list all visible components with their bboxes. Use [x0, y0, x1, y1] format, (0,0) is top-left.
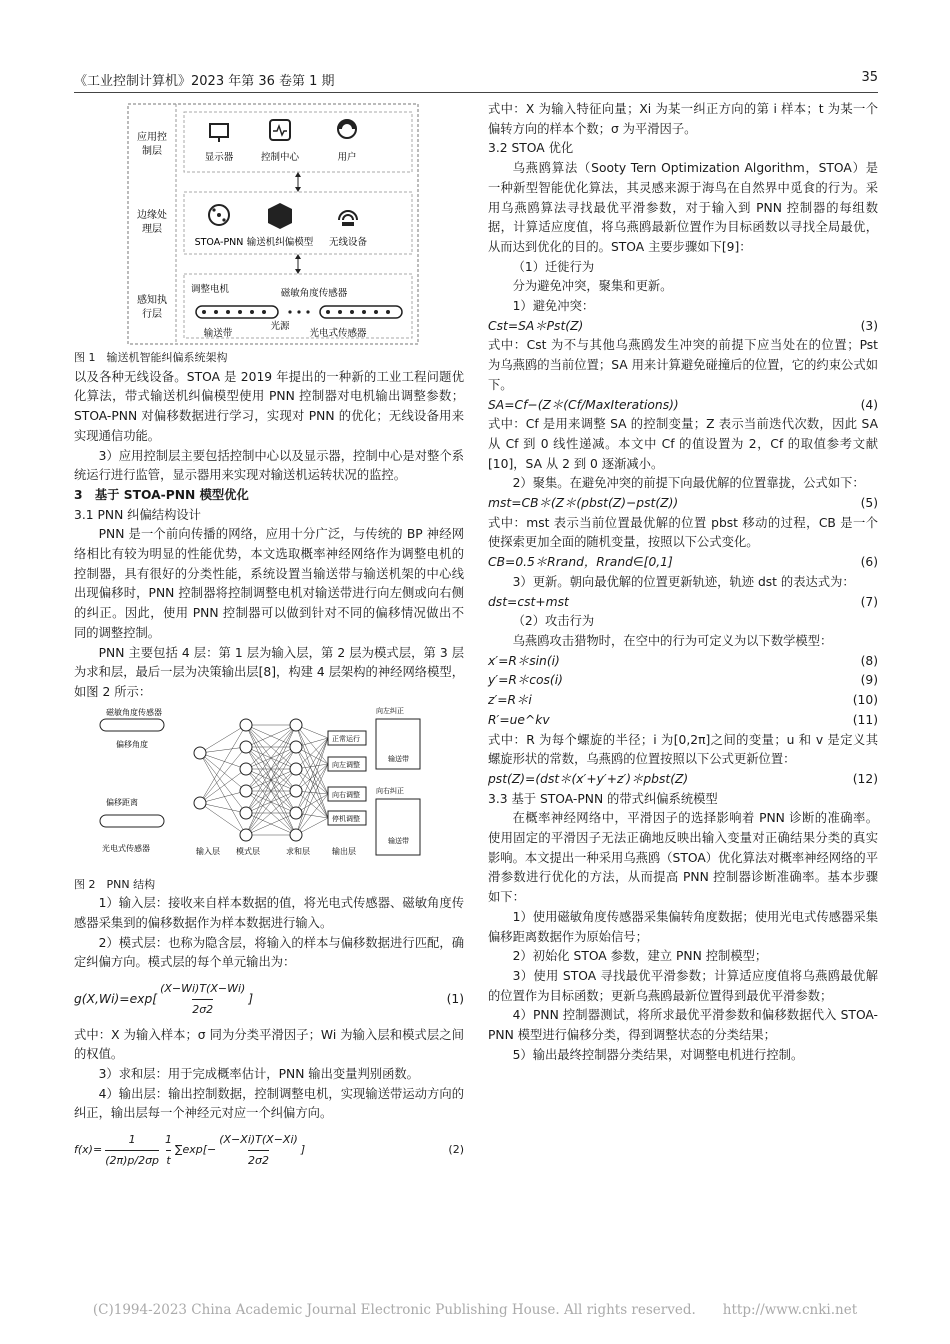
step: （1）迁徙行为 [512, 259, 595, 274]
paragraph: 式中：Cst 为不与其他乌燕鸥发生冲突的前提下应当处在的位置；Pst 为乌燕鸥的当前位置；SA 用来计算避免碰撞后的位置，它的约束公式如下。 [488, 338, 878, 392]
equation-1: g(X,Wi)=exp[ (X−Wi)T(X−Wi) 2σ2 ] (1) [74, 979, 464, 1019]
fig1-label-photo-sensor: 光电式传感器 [309, 328, 367, 339]
nn-connection [200, 747, 246, 753]
equation-3: Cst=SA＊Pst(Z) (3) [488, 318, 878, 333]
architecture-diagram [124, 100, 424, 348]
nn-node [240, 807, 252, 819]
fig1-label-monitor: 显示器 [204, 152, 234, 163]
fig1-label-control-center: 控制中心 [260, 152, 300, 163]
paragraph: 式中：X 为输入特征向量；Xi 为某一纠正方向的第 i 样本；t 为某一个偏转方向的样本个数；σ 为平滑因子。 [488, 102, 878, 136]
page-number: 35 [861, 70, 878, 85]
fig2-label-right-correct: 向右纠正 [376, 786, 404, 795]
pnn-structure-diagram [96, 703, 436, 875]
fig2-label-offset-angle: 偏移角度 [116, 739, 148, 749]
equation-9: y′=R＊cos(i) (9) [488, 673, 878, 688]
equation-11: R′=ue^kv (11) [488, 712, 878, 727]
paragraph: 2）模式层：也称为隐含层，将输入的样本与偏移数据进行匹配，确定纠偏方向。模式层的每个单元输出为： [74, 935, 464, 970]
nn-connection [200, 769, 246, 803]
nn-node [290, 763, 302, 775]
fig2-output-right: 向右调整 [332, 790, 360, 799]
fig1-label-light-source: 光源 [270, 321, 290, 332]
fig2-label-pattern-layer: 模式层 [236, 846, 260, 856]
step: （2）攻击行为 [512, 614, 595, 629]
nn-connection [200, 753, 246, 791]
paragraph: 4）输出层：输出控制数据，控制调整电机，实现输送带运动方向的纠正，输出层每一个神经元对应一个纠偏方向。 [74, 1086, 464, 1121]
paragraph: 式中：R 为每个螺旋的半径；i 为[0,2π]之间的变量；u 和 v 是定义其螺旋形状的常数，乌燕鸥的位置按照以下公式更新位置： [488, 732, 878, 767]
nn-node [240, 829, 252, 841]
right-column [488, 100, 878, 1065]
paragraph: PNN 是一个前向传播的网络，应用十分广泛，与传统的 BP 神经网络相比有较为明显的性能优势，本文选取概率神经网络作为调整电机的控制器，具有很好的分类性能，系统设置当输送带与输送机架的中心线出现偏移时，PNN 控制器将控制调整电机对输送带进行向左侧或向右侧的纠正。因此，使用 PNN 控制器可以做到针对不同的偏移情况做出不同的调整控制。 [74, 527, 464, 640]
paragraph: 1）输入层：接收来自样本数据的值，将光电式传感器、磁敏角度传感器采集到的偏移数据作为样本数据进行输入。 [74, 896, 464, 931]
equation-4: SA=Cf−(Z＊(Cf/MaxIterations)) (4) [488, 397, 878, 412]
nn-node [194, 747, 206, 759]
paragraph: 在概率神经网络中，平滑因子的选择影响着 PNN 诊断的准确率。使用固定的平滑因子无法正确地反映出输入变量对正确结果分类的真实影响。本文提出一种采用乌燕鸥（STOA）优化算法对概率神经网络的平滑参数进行优化的方法，从而提高 PNN 控制器诊断准确率。基本步骤如下： [488, 811, 878, 905]
list-item: 3）使用 STOA 寻找最优平滑参数；计算适应度值将乌燕鸥最优解的位置作为目标函数；更新乌燕鸥最新位置得到最优平滑参数； [488, 968, 878, 1003]
equation-2: f(x)= $\frac{1}{(2\pi)p/2\sigma p}$ 1 t ∑exp[− $\frac{(X-Xi)T(X-Xi)}{2\sigma 2}$ ] (2) [74, 1130, 464, 1170]
fig2-output-stop: 停机调整 [332, 814, 360, 823]
section-heading-3-2: 3.2 STOA 优化 [488, 141, 574, 156]
figure-1 [124, 100, 464, 348]
equation-12: pst(Z)=(dst＊(x′+y′+z′)＊pbst(Z) (12) [488, 771, 878, 786]
fig2-label-output-layer: 输出层 [332, 846, 356, 856]
copyright-footer: (C)1994-2023 China Academic Journal Electronic Publishing House. All rights reserved. http://www.cnki.net [92, 1302, 858, 1318]
fig1-label-wireless: 无线设备 [328, 237, 368, 248]
nn-node [240, 719, 252, 731]
left-column [74, 100, 464, 1177]
figure-2 [96, 703, 464, 875]
svg-text:理层: 理层 [142, 224, 162, 235]
fig2-label-input-layer: 输入层 [196, 846, 220, 856]
monitor-icon [210, 124, 228, 137]
nn-connection [296, 725, 328, 794]
nn-node [290, 829, 302, 841]
paragraph: 乌燕鸥攻击猎物时，在空中的行为可定义为以下数学模型： [512, 633, 833, 648]
fig1-label-motor: 调整电机 [190, 284, 230, 295]
nn-node [194, 797, 206, 809]
nn-connection [200, 725, 246, 753]
list-item: 4）PNN 控制器测试，将所求最优平滑参数和偏移数据代入 STOA-PNN 模型进行偏移分类，得到调整状态的分类结果； [488, 1008, 878, 1043]
equation-5: mst=CB＊(Z＊(pbst(Z)−pst(Z)) (5) [488, 496, 878, 511]
step: 分为避免冲突，聚集和更新。 [512, 279, 673, 294]
svg-text:制层: 制层 [142, 146, 162, 157]
layer-label-app: 应用控 [137, 132, 167, 143]
fig1-label-user: 用户 [337, 152, 357, 163]
list-item: 5）输出最终控制器分类结果，对调整电机进行控制。 [512, 1047, 804, 1062]
figure-2-caption: 图 2 PNN 结构 [74, 877, 156, 891]
equation-8: x′=R＊sin(i) (8) [488, 653, 878, 668]
svg-text:行层: 行层 [142, 309, 162, 320]
fig2-label-sum-layer: 求和层 [286, 846, 310, 856]
nn-connection [200, 791, 246, 803]
nn-connection [200, 725, 246, 803]
nn-node [240, 763, 252, 775]
paragraph: 式中：Cf 是用来调整 SA 的控制变量；Z 表示当前迭代次数，因此 SA 从 Cf 到 0 线性递减。本文中 Cf 的值设置为 2，Cf 的取值参考文献[10]，SA 从 2 到 0 逐渐减小。 [488, 417, 878, 471]
fig2-label-magnetic-sensor: 磁敏角度传感器 [106, 707, 162, 717]
nn-node [290, 807, 302, 819]
fig1-label-model: 输送机纠偏模型 [246, 237, 314, 248]
header-rule [74, 92, 878, 93]
paragraph: 2）聚集。在避免冲突的前提下向最优解的位置靠拢，公式如下： [512, 476, 865, 491]
nn-node [240, 785, 252, 797]
paragraph: 以及各种无线设备。STOA 是 2019 年提出的一种新的工业工程问题优化算法，带式输送机纠偏模型使用 PNN 控制器对电机输出调整参数；STOA-PNN 对偏移数据进行学习，实现对 PNN 的优化；无线设备用来实现通信功能。 [74, 369, 464, 443]
section-heading-3-3: 3.3 基于 STOA-PNN 的带式纠偏系统模型 [488, 791, 718, 806]
fig2-label-photo-sensor: 光电式传感器 [102, 843, 150, 853]
list-item: 2）初始化 STOA 参数，建立 PNN 控制模型； [512, 949, 768, 964]
paragraph: 3）应用控制层主要包括控制中心以及显示器，控制中心是对整个系统运行进行监管，显示器用来实现对输送机运转状况的监控。 [74, 448, 464, 483]
layer-label-sense: 感知执 [137, 295, 167, 306]
paragraph: 乌燕鸥算法（Sooty Tern Optimization Algorithm，STOA）是一种新型智能优化算法，其灵感来源于海鸟在自然界中觅食的行为。采用乌燕鸥算法寻找最优平滑参数，对于输入到 PNN 控制器的每组数据，计算适应度值，将乌燕鸥最新位置作为目标函数以寻找全局最优，从而达到优化的目的。STOA 主要步骤如下[9]： [488, 161, 878, 254]
paragraph: PNN 主要包括 4 层：第 1 层为输入层，第 2 层为模式层，第 3 层为求和层，最后一层为决策输出层[8]，构建 4 层架构的神经网络模型，如图 2 所示： [74, 645, 464, 699]
fig1-label-belt: 输送带 [203, 328, 233, 339]
nn-connection [296, 747, 328, 818]
nn-connection [200, 753, 246, 835]
paragraph: 式中：X 为输入样本；σ 同为分类平滑因子；Wi 为输入层和模式层之间的权值。 [74, 1027, 464, 1062]
paragraph: 3）求和层：用于完成概率估计，PNN 输出变量判别函数。 [98, 1066, 419, 1081]
journal-title: 《工业控制计算机》2023 年第 36 卷第 1 期 [74, 74, 335, 89]
fig1-label-magnetic-sensor: 磁敏角度传感器 [280, 288, 348, 299]
nn-node [290, 741, 302, 753]
equation-6: CB=0.5＊Rrand，Rrand∈[0,1] (6) [488, 555, 878, 570]
nn-node [290, 785, 302, 797]
fig2-output-normal: 正常运行 [332, 734, 360, 743]
fig2-label-left-correct: 向左纠正 [376, 706, 404, 715]
equation-10: z′=R＊i (10) [488, 693, 878, 708]
paragraph: 3）更新。朝向最优解的位置更新轨迹，轨迹 dst 的表达式为： [512, 574, 855, 589]
nn-node [240, 741, 252, 753]
nn-connection [296, 764, 328, 835]
paragraph: 式中：mst 表示当前位置最优解的位置 pbst 移动的过程，CB 是一个使探索更加全面的随机变量，按照以下公式变化。 [488, 515, 878, 550]
nn-node [290, 719, 302, 731]
nn-connection [200, 753, 246, 813]
section-heading-3-1: 3.1 PNN 纠偏结构设计 [74, 507, 201, 522]
section-heading-3: 3 基于 STOA-PNN 模型优化 [74, 487, 249, 502]
list-item: 1）使用磁敏角度传感器采集偏转角度数据；使用光电式传感器采集偏移距离数据作为原始信号； [488, 909, 878, 944]
fig2-output-left: 向左调整 [332, 760, 360, 769]
figure-1-caption: 图 1 输送机智能纠偏系统架构 [74, 351, 228, 364]
cube-icon [268, 203, 292, 229]
equation-7: dst=cst+mst (7) [488, 594, 878, 609]
step: 1）避免冲突： [512, 299, 595, 314]
fig2-label-offset-distance: 偏移距离 [106, 797, 138, 807]
fig2-label-belt-bottom: 输送带 [388, 836, 409, 845]
fig2-label-belt-top: 输送带 [388, 754, 409, 763]
fig1-label-stoa-pnn: STOA-PNN [194, 237, 244, 248]
layer-label-edge: 边缘处 [137, 210, 167, 221]
